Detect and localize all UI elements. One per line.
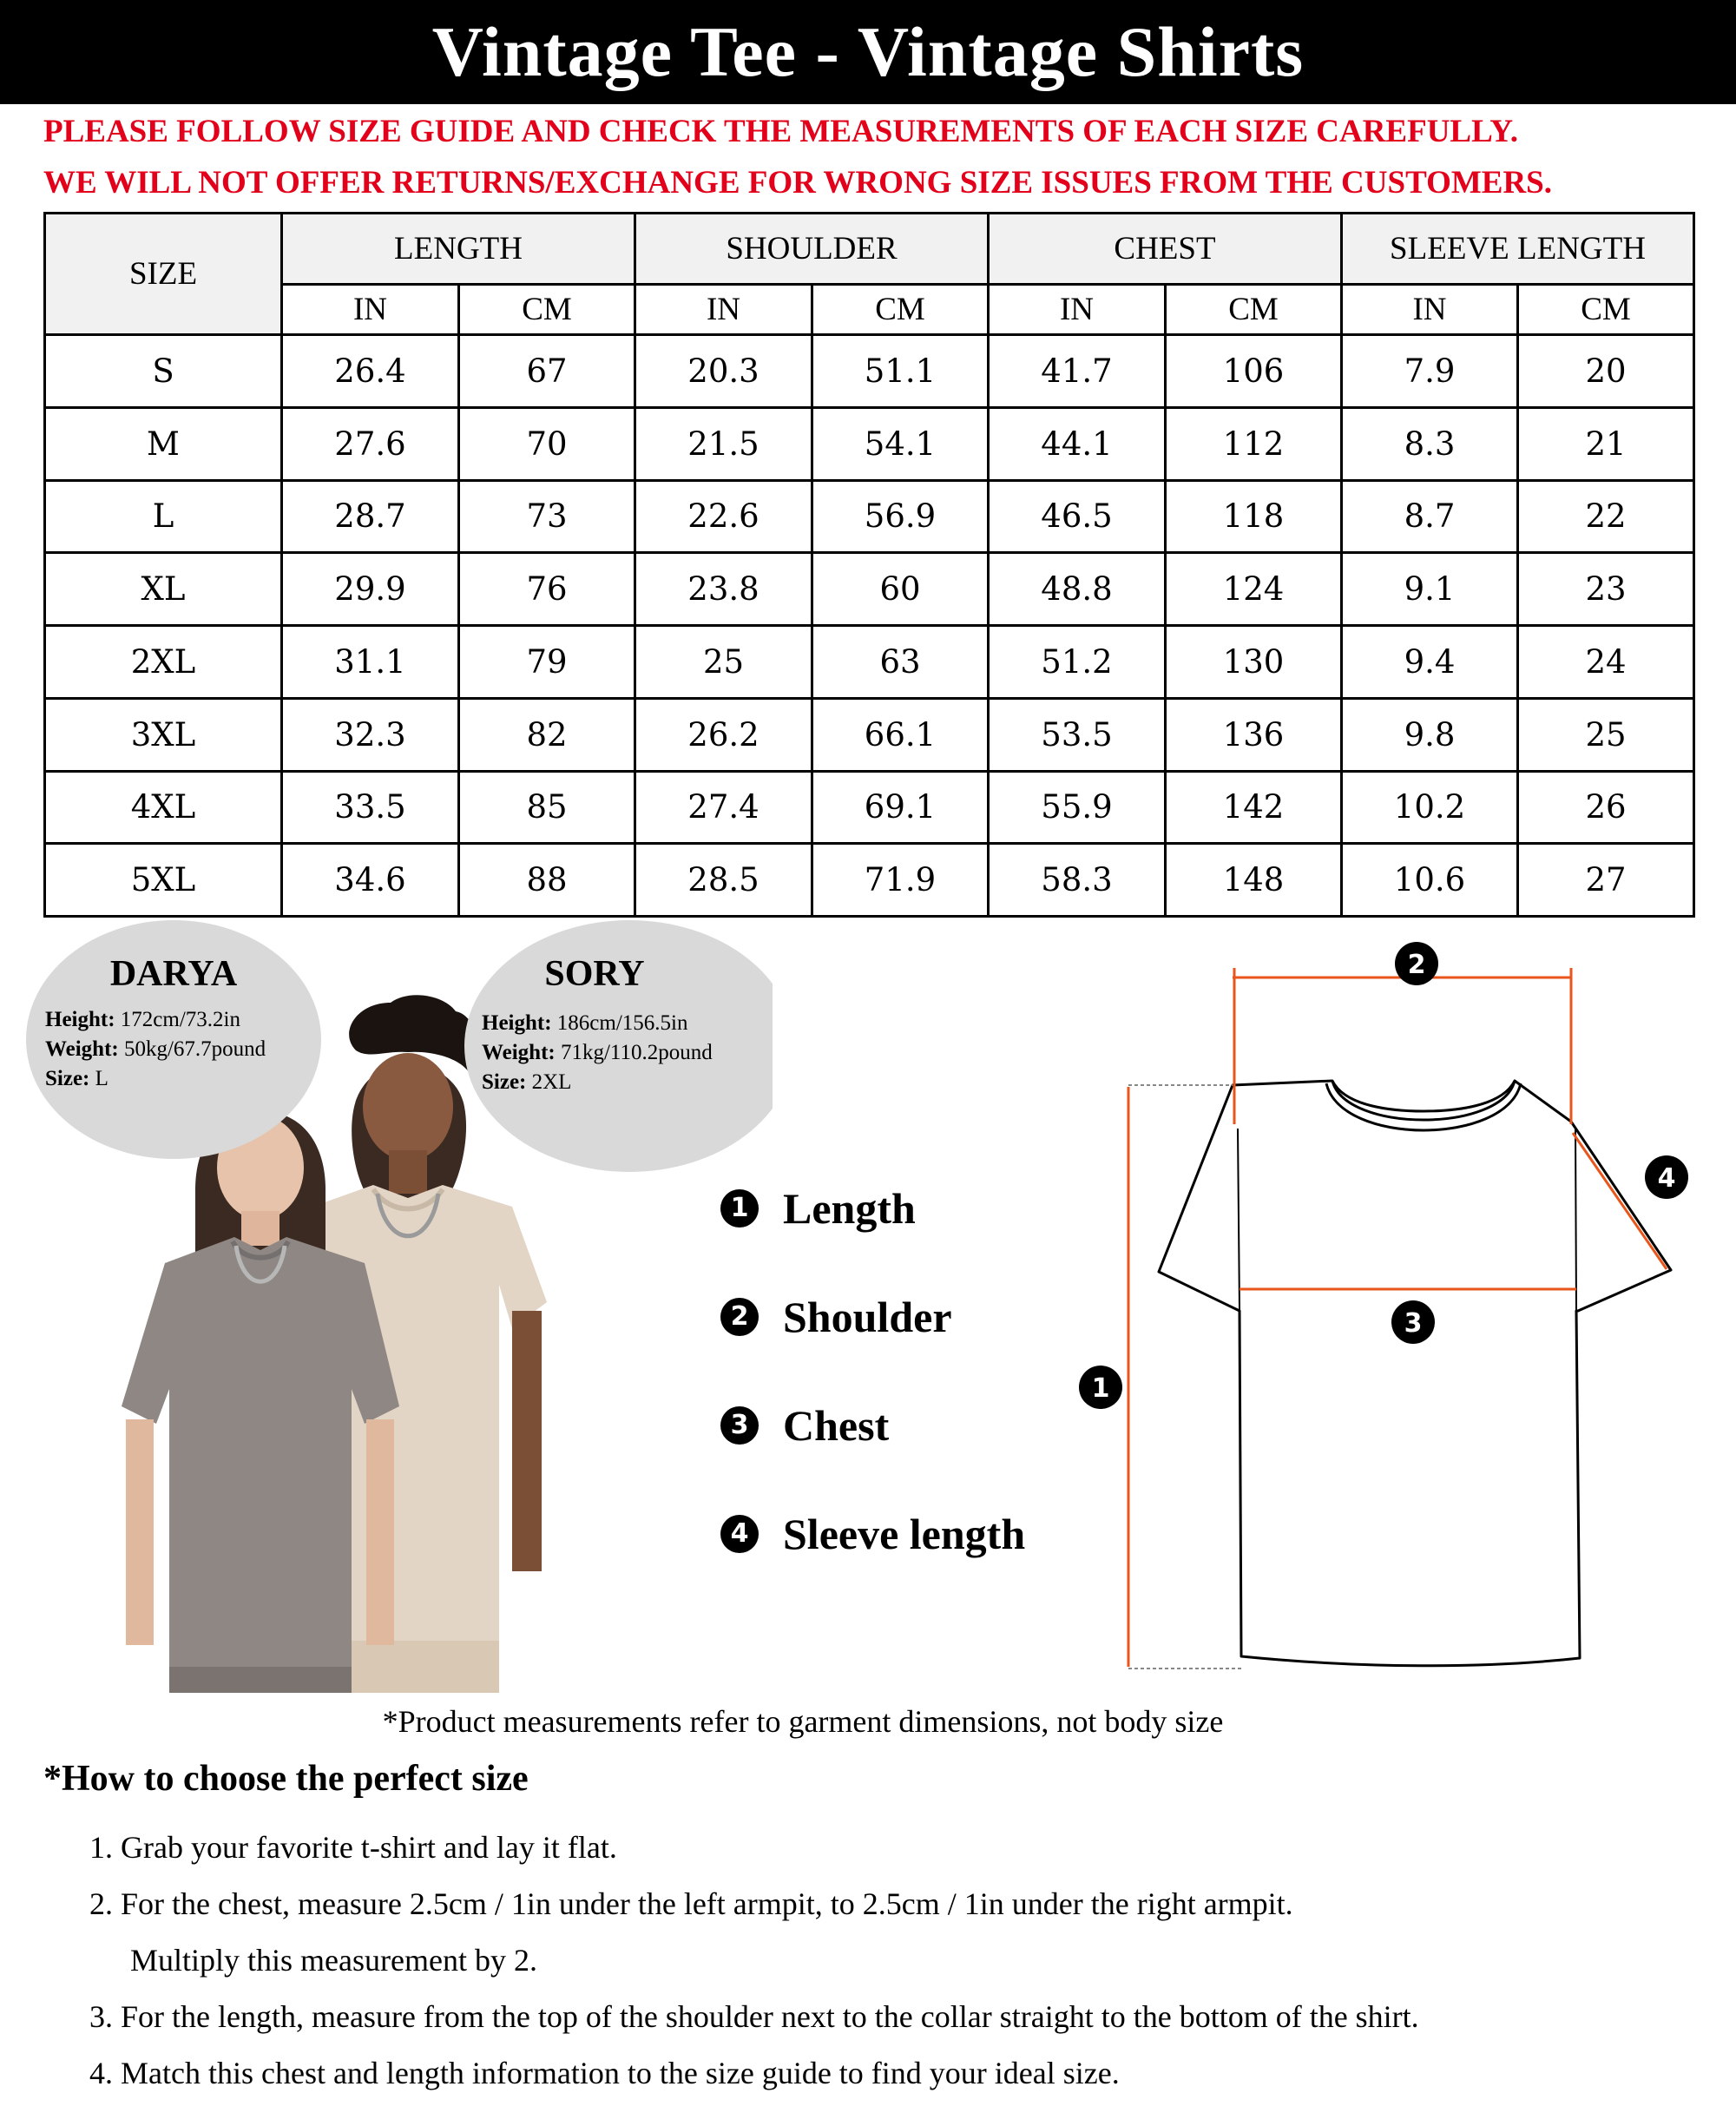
measurement-cell: 73 <box>459 480 635 553</box>
howto-step-2-continued: Multiply this measurement by 2. <box>130 1943 537 1978</box>
measurement-cell: 56.9 <box>812 480 989 553</box>
measurement-cell: 8.3 <box>1342 407 1518 480</box>
measurement-cell: 63 <box>812 626 989 699</box>
size-label-cell: 5XL <box>45 844 282 917</box>
measurement-cell: 124 <box>1166 553 1342 626</box>
group-header-length: LENGTH <box>282 214 635 285</box>
measurement-cell: 22 <box>1518 480 1694 553</box>
size-warning-line-2: WE WILL NOT OFFER RETURNS/EXCHANGE FOR WRONG SIZE ISSUES FROM THE CUSTOMERS. <box>43 165 1553 201</box>
size-label-cell: 3XL <box>45 698 282 771</box>
table-row <box>45 335 1694 408</box>
measurement-cell: 10.6 <box>1342 844 1518 917</box>
measurement-cell: 7.9 <box>1342 335 1518 408</box>
measurement-cell: 9.4 <box>1342 626 1518 699</box>
size-table-body <box>45 335 1694 917</box>
legend-number: 2 <box>720 1298 759 1336</box>
measurement-cell: 9.8 <box>1342 698 1518 771</box>
model-size-darya: Size: L <box>45 1067 108 1090</box>
marker-2-icon <box>1395 942 1438 985</box>
measurement-cell: 41.7 <box>989 335 1166 408</box>
size-chart-table <box>43 212 1695 918</box>
page-title: Vintage Tee - Vintage Shirts <box>0 0 1736 104</box>
measurement-cell: 28.7 <box>282 480 459 553</box>
table-row <box>45 480 1694 553</box>
measurement-cell: 112 <box>1166 407 1342 480</box>
size-label-cell: XL <box>45 553 282 626</box>
howto-step-1: 1. Grab your favorite t-shirt and lay it flat. <box>89 1830 617 1865</box>
measurement-cell: 22.6 <box>635 480 812 553</box>
svg-text:2: 2 <box>1407 950 1426 980</box>
measurement-cell: 26.4 <box>282 335 459 408</box>
measurement-cell: 20 <box>1518 335 1694 408</box>
model-name-sory: SORY <box>544 954 645 994</box>
measurement-cell: 27.4 <box>635 771 812 844</box>
measurement-cell: 48.8 <box>989 553 1166 626</box>
model-height-darya: Height: 172cm/73.2in <box>45 1008 240 1031</box>
measurement-cell: 148 <box>1166 844 1342 917</box>
measurement-cell: 54.1 <box>812 407 989 480</box>
table-row <box>45 407 1694 480</box>
measurement-cell: 34.6 <box>282 844 459 917</box>
tshirt-outline <box>1159 1081 1671 1666</box>
measurement-cell: 8.7 <box>1342 480 1518 553</box>
measurement-cell: 29.9 <box>282 553 459 626</box>
howto-step-2: 2. For the chest, measure 2.5cm / 1in under the left armpit, to 2.5cm / 1in under the right armpit. <box>89 1886 1293 1921</box>
unit-header: CM <box>812 285 989 335</box>
measurement-cell: 28.5 <box>635 844 812 917</box>
measurement-cell: 67 <box>459 335 635 408</box>
size-warning-line-1: PLEASE FOLLOW SIZE GUIDE AND CHECK THE MEASUREMENTS OF EACH SIZE CAREFULLY. <box>43 114 1518 149</box>
unit-header: CM <box>459 285 635 335</box>
measurement-cell: 136 <box>1166 698 1342 771</box>
measurement-cell: 25 <box>1518 698 1694 771</box>
size-header: SIZE <box>45 214 282 335</box>
measurement-cell: 51.2 <box>989 626 1166 699</box>
measurement-cell: 66.1 <box>812 698 989 771</box>
measurement-cell: 21.5 <box>635 407 812 480</box>
unit-header: CM <box>1166 285 1342 335</box>
howto-step-3: 3. For the length, measure from the top of the shoulder next to the collar straight to the bottom of the shirt. <box>89 1999 1419 2034</box>
measurement-cell: 46.5 <box>989 480 1166 553</box>
legend-label: Length <box>783 1184 916 1233</box>
unit-header: IN <box>1342 285 1518 335</box>
measurement-cell: 21 <box>1518 407 1694 480</box>
measurement-cell: 58.3 <box>989 844 1166 917</box>
measurement-cell: 79 <box>459 626 635 699</box>
measurement-cell: 53.5 <box>989 698 1166 771</box>
legend-number: 1 <box>720 1189 759 1228</box>
measurement-cell: 60 <box>812 553 989 626</box>
measurement-cell: 85 <box>459 771 635 844</box>
measurement-cell: 23.8 <box>635 553 812 626</box>
measurement-cell: 23 <box>1518 553 1694 626</box>
marker-1-icon <box>1079 1366 1122 1409</box>
legend-label: Chest <box>783 1401 890 1450</box>
measurement-cell: 142 <box>1166 771 1342 844</box>
model-weight-sory: Weight: 71kg/110.2pound <box>482 1041 713 1064</box>
howto-title: *How to choose the perfect size <box>43 1759 529 1799</box>
marker-4-icon <box>1645 1155 1688 1199</box>
measurement-cell: 27 <box>1518 844 1694 917</box>
size-label-cell: 2XL <box>45 626 282 699</box>
model-weight-darya: Weight: 50kg/67.7pound <box>45 1037 266 1061</box>
legend-label: Shoulder <box>783 1293 952 1341</box>
legend-number: 3 <box>720 1406 759 1445</box>
size-label-cell: M <box>45 407 282 480</box>
svg-text:4: 4 <box>1657 1163 1676 1194</box>
model-name-darya: DARYA <box>109 954 238 994</box>
legend-number: 4 <box>720 1515 759 1553</box>
measurement-cell: 25 <box>635 626 812 699</box>
group-header-sleeve-length: SLEEVE LENGTH <box>1342 214 1694 285</box>
measurement-cell: 69.1 <box>812 771 989 844</box>
size-label-cell: L <box>45 480 282 553</box>
measurement-cell: 71.9 <box>812 844 989 917</box>
measurement-cell: 9.1 <box>1342 553 1518 626</box>
garment-note: *Product measurements refer to garment dimensions, not body size <box>382 1704 1224 1739</box>
measurement-cell: 33.5 <box>282 771 459 844</box>
measurement-cell: 55.9 <box>989 771 1166 844</box>
measurement-cell: 44.1 <box>989 407 1166 480</box>
size-label-cell: S <box>45 335 282 408</box>
measurement-cell: 26.2 <box>635 698 812 771</box>
size-label-cell: 4XL <box>45 771 282 844</box>
table-row <box>45 698 1694 771</box>
marker-3-icon <box>1391 1300 1435 1344</box>
measurement-cell: 118 <box>1166 480 1342 553</box>
measurement-cell: 51.1 <box>812 335 989 408</box>
model-info-darya <box>26 920 321 1159</box>
table-row <box>45 626 1694 699</box>
table-row <box>45 844 1694 917</box>
table-row <box>45 771 1694 844</box>
table-row <box>45 553 1694 626</box>
svg-text:3: 3 <box>1404 1308 1423 1339</box>
unit-header: IN <box>282 285 459 335</box>
unit-header: IN <box>635 285 812 335</box>
tshirt-measurement-diagram <box>1050 929 1727 1710</box>
unit-header: CM <box>1518 285 1694 335</box>
measurement-cell: 76 <box>459 553 635 626</box>
howto-step-4: 4. Match this chest and length information to the size guide to find your ideal size. <box>89 2056 1120 2090</box>
measurement-cell: 70 <box>459 407 635 480</box>
measurement-cell: 26 <box>1518 771 1694 844</box>
measurement-cell: 27.6 <box>282 407 459 480</box>
model-photo-area <box>26 920 773 1693</box>
measurement-cell: 106 <box>1166 335 1342 408</box>
group-header-chest: CHEST <box>989 214 1342 285</box>
measurement-cell: 32.3 <box>282 698 459 771</box>
measurement-cell: 130 <box>1166 626 1342 699</box>
unit-header: IN <box>989 285 1166 335</box>
legend-label: Sleeve length <box>783 1510 1026 1558</box>
measurement-cell: 82 <box>459 698 635 771</box>
measurement-cell: 31.1 <box>282 626 459 699</box>
measurement-cell: 20.3 <box>635 335 812 408</box>
measurement-cell: 10.2 <box>1342 771 1518 844</box>
group-header-shoulder: SHOULDER <box>635 214 989 285</box>
measurement-cell: 88 <box>459 844 635 917</box>
model-height-sory: Height: 186cm/156.5in <box>482 1011 688 1035</box>
model-size-sory: Size: 2XL <box>482 1070 572 1094</box>
svg-text:1: 1 <box>1091 1373 1110 1404</box>
measurement-cell: 24 <box>1518 626 1694 699</box>
